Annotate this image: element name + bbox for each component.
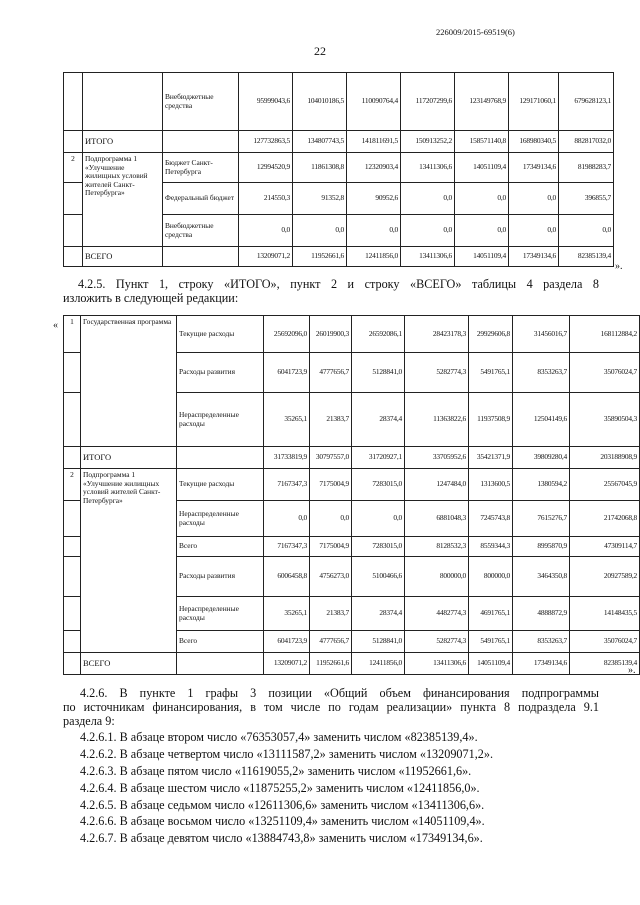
row-label: ВСЕГО	[81, 653, 177, 675]
table-row: 1 Государственная программа Текущие расходы 25692096,0 26019900,3 26592086,1 28423178,3 29929606,8 31456016,7 168112884,2	[64, 316, 640, 353]
table-row: ВСЕГО 13209071,2 11952661,6 12411856,0 13411306,6 14051109,4 17349134,6 82385139,4	[64, 653, 640, 675]
expense-type: Текущие расходы	[177, 469, 264, 501]
source-cell: Внебюджетные средства	[163, 73, 239, 131]
table-row: Всего 7167347,3 7175004,9 7283015,0 8128532,3 8559344,3 8995870,9 47309114,7	[64, 537, 640, 557]
subprogram-name: Подпрограмма 1 «Улучшение жилищных условий жителей Санкт-Петербурга»	[81, 469, 177, 653]
list-item: 4.2.6.7. В абзаце девятом число «13884743,8» заменить числом «17349134,6».	[80, 831, 483, 845]
source-cell: Бюджет Санкт-Петербурга	[163, 153, 239, 183]
paragraph-4-2-6-line1: 4.2.6. В пункте 1 графы 3 позиции «Общий объем финансирования подпрограммы	[80, 686, 599, 700]
list-item: 4.2.6.1. В абзаце втором число «76353057,4» заменить числом «82385139,4».	[80, 730, 478, 744]
table-row: Внебюджетные средства 0,0 0,0 0,0 0,0 0,0 0,0 0,0	[64, 215, 614, 247]
table-row: Нераспределенные расходы 0,0 0,0 0,0 6881048,3 7245743,8 7615276,7 21742068,8	[64, 501, 640, 537]
paragraph-4-2-6-line2: по источникам финансирования, в том числе по годам реализации» пункта 8 подраздела 9.1	[63, 700, 599, 714]
expense-type: Нераспределенные расходы	[177, 597, 264, 631]
source-cell: Федеральный бюджет	[163, 183, 239, 215]
table-row: Всего 6041723,9 4777656,7 5128841,0 5282774,3 5491765,1 8353263,7 35076024,7	[64, 631, 640, 653]
table-row: Расходы развития 6041723,9 4777656,7 5128841,0 5282774,3 5491765,1 8353263,7 35076024,7	[64, 353, 640, 393]
closing-quote: ».	[615, 261, 623, 272]
paragraph-4-2-6-line3: раздела 9:	[63, 714, 115, 728]
paragraph-4-2-5-line1: 4.2.5. Пункт 1, строку «ИТОГО», пункт 2 и строку «ВСЕГО» таблицы 4 раздела 8	[78, 277, 599, 291]
paragraph-4-2-5-line2: изложить в следующей редакции:	[63, 291, 239, 305]
program-name: Государственная программа	[81, 316, 177, 447]
list-item: 4.2.6.6. В абзаце восьмом число «13251109,4» заменить числом «14051109,4».	[80, 814, 485, 828]
table-row: ВСЕГО 13209071,2 11952661,6 12411856,0 13411306,6 14051109,4 17349134,6 82385139,4	[64, 247, 614, 267]
expense-type: Текущие расходы	[177, 316, 264, 353]
table-row: Расходы развития 6006458,8 4756273,0 5100466,6 800000,0 800000,0 3464350,8 20927589,2	[64, 557, 640, 597]
expense-type: Расходы развития	[177, 557, 264, 597]
expense-type: Всего	[177, 631, 264, 653]
table-row: Нераспределенные расходы 35265,1 21383,7 28374,4 11363822,6 11937508,9 12504149,6 35890504,3	[64, 393, 640, 447]
funding-table-new	[63, 315, 640, 675]
page-number: 22	[314, 44, 326, 58]
subprogram-name: Подпрограмма 1 «Улучшение жилищных условий жителей Санкт-Петербурга»	[83, 153, 163, 247]
document-number: 226009/2015-69519(6)	[436, 27, 515, 37]
list-item: 4.2.6.4. В абзаце шестом число «11875255,2» заменить числом «12411856,0».	[80, 781, 480, 795]
table-row: Нераспределенные расходы 35265,1 21383,7 28374,4 4482774,3 4691765,1 4888872,9 14148435,5	[64, 597, 640, 631]
expense-type: Нераспределенные расходы	[177, 393, 264, 447]
table-row: Внебюджетные средства 95999043,6 104010186,5 110090764,4 117207299,6 123149768,9 129171060,1 679628123,1	[64, 73, 614, 131]
table-row: 2 Подпрограмма 1 «Улучшение жилищных условий жителей Санкт-Петербурга» Бюджет Санкт-Петербурга 12994520,9 11861308,8 12320903,4 13411306,6 14051109,4 17349134,6 81988283,7	[64, 153, 614, 183]
expense-type: Нераспределенные расходы	[177, 501, 264, 537]
closing-quote: ».	[628, 665, 636, 676]
source-cell: Внебюджетные средства	[163, 215, 239, 247]
list-item: 4.2.6.3. В абзаце пятом число «11619055,2» заменить числом «11952661,6».	[80, 764, 472, 778]
table-row: 2 Подпрограмма 1 «Улучшение жилищных условий жителей Санкт-Петербурга» Текущие расходы 7167347,3 7175004,9 7283015,0 1247484,0 1313600,5 1380594,2 25567045,9	[64, 469, 640, 501]
expense-type: Всего	[177, 537, 264, 557]
opening-quote: «	[53, 320, 58, 331]
row-label: ВСЕГО	[83, 247, 163, 267]
row-number: 2	[64, 469, 81, 501]
expense-type: Расходы развития	[177, 353, 264, 393]
table-row: ИТОГО 31733819,9 30797557,0 31720927,1 33705952,6 35421371,9 39809280,4 203188908,9	[64, 447, 640, 469]
table-row: Федеральный бюджет 214550,3 91352,8 90952,6 0,0 0,0 0,0 396855,7	[64, 183, 614, 215]
table-row: ИТОГО 127732863,5 134807743,5 141811691,5 150913252,2 158571140,8 168980340,5 882817032,0	[64, 131, 614, 153]
row-number: 2	[64, 153, 83, 183]
row-number: 1	[64, 316, 81, 353]
list-item: 4.2.6.5. В абзаце седьмом число «12611306,6» заменить числом «13411306,6».	[80, 798, 485, 812]
row-label: ИТОГО	[83, 131, 163, 153]
list-item: 4.2.6.2. В абзаце четвертом число «13111587,2» заменить числом «13209071,2».	[80, 747, 493, 761]
funding-table-continued	[63, 72, 614, 267]
row-label: ИТОГО	[81, 447, 177, 469]
